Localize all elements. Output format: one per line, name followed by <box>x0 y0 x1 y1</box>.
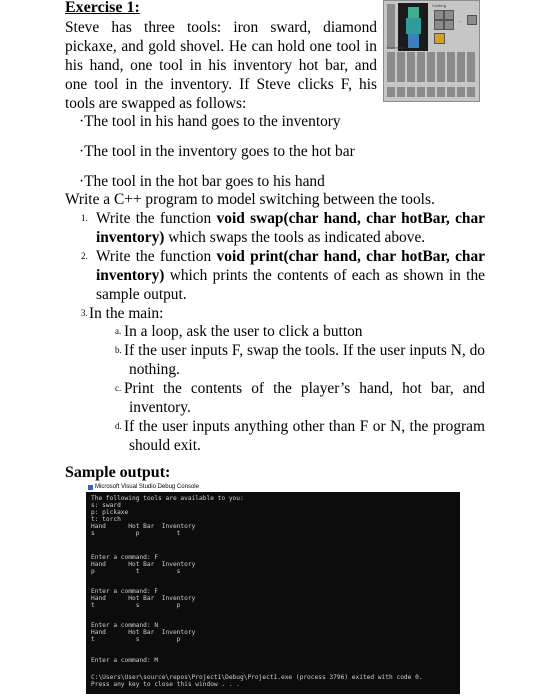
subitem-b-number: b. <box>115 345 122 355</box>
console-line: Hand Hot Bar Inventory <box>91 595 196 602</box>
console-line: t s p <box>91 636 181 643</box>
item-2-number: 2. <box>81 251 88 261</box>
item-3: In the main: <box>89 305 164 322</box>
console-window <box>86 483 460 694</box>
console-titlebar <box>86 483 460 492</box>
minecraft-inventory-image <box>383 0 480 102</box>
console-app-icon <box>88 485 93 490</box>
subitem-d-number: d. <box>115 421 122 431</box>
subitem-c-number: c. <box>115 383 122 393</box>
bullet-2: ·The tool in the inventory goes to the hot bar <box>79 143 355 160</box>
console-line: s p t <box>91 530 181 537</box>
task-text: Write a C++ program to model switching between the tools. <box>65 191 435 208</box>
inventory-grid <box>387 52 477 82</box>
console-line: The following tools are available to you: <box>91 495 244 502</box>
inventory-label: Inventory <box>387 45 404 50</box>
console-line: Enter a command: M <box>91 657 159 664</box>
item-1: Write the function void swap(char hand, char hotBar, char inventory) which swaps the tools as indicated above. <box>96 210 485 246</box>
armor-slots <box>387 4 395 49</box>
subitem-c: Print the contents of the player’s hand, hot bar, and inventory. <box>124 380 485 416</box>
console-line: t: torch <box>91 516 121 523</box>
bullet-1: ·The tool in his hand goes to the inventory <box>79 113 341 130</box>
hotbar-grid <box>387 87 477 97</box>
bullet-3: ·The tool in the hot bar goes to his hand <box>79 173 325 190</box>
console-line: C:\Users\User\source\repos\Project1\Debug\Project1.exe (process 3796) exited with code 0. <box>91 674 423 681</box>
console-title: Microsoft Visual Studio Debug Console <box>95 484 199 490</box>
sample-output-heading: Sample output: <box>65 464 171 481</box>
console-line: Hand Hot Bar Inventory <box>91 629 196 636</box>
console-line: Hand Hot Bar Inventory <box>91 561 196 568</box>
item-3-number: 3. <box>81 308 88 318</box>
shovel-item-icon <box>434 33 445 44</box>
arrow-icon: → <box>456 17 463 25</box>
subitem-b: If the user inputs F, swap the tools. If the user inputs N, do nothing. <box>124 342 485 378</box>
item-2: Write the function void print(char hand, char hotBar, char inventory) which prints the contents of each as shown in the sample output. <box>96 248 485 303</box>
console-line: p t s <box>91 568 181 575</box>
console-line: Press any key to close this window . . . <box>91 681 241 688</box>
console-line: Hand Hot Bar Inventory <box>91 523 196 530</box>
console-line: s: sward <box>91 502 121 509</box>
player-preview <box>398 3 428 51</box>
item-1-number: 1. <box>81 213 88 223</box>
console-line: p: pickaxe <box>91 509 129 516</box>
console-line: Enter a command: N <box>91 622 159 629</box>
crafting-label: Crafting <box>432 3 447 8</box>
subitem-d: If the user inputs anything other than F or N, the program should exit. <box>124 418 485 454</box>
console-line: Enter a command: F <box>91 588 159 595</box>
subitem-a-number: a. <box>115 326 122 336</box>
subitem-a: In a loop, ask the user to click a button <box>124 323 363 340</box>
console-line: t s p <box>91 602 181 609</box>
exercise-title: Exercise 1: <box>65 0 140 16</box>
intro-paragraph: Steve has three tools: iron sward, diamond pickaxe, and gold shovel. He can hold one tool in his hand, one tool in his inventory hot bar, and one tool in the inventory. If Steve clicks F, his tools are swapped as follows: <box>65 19 377 112</box>
console-line: Enter a command: F <box>91 554 159 561</box>
